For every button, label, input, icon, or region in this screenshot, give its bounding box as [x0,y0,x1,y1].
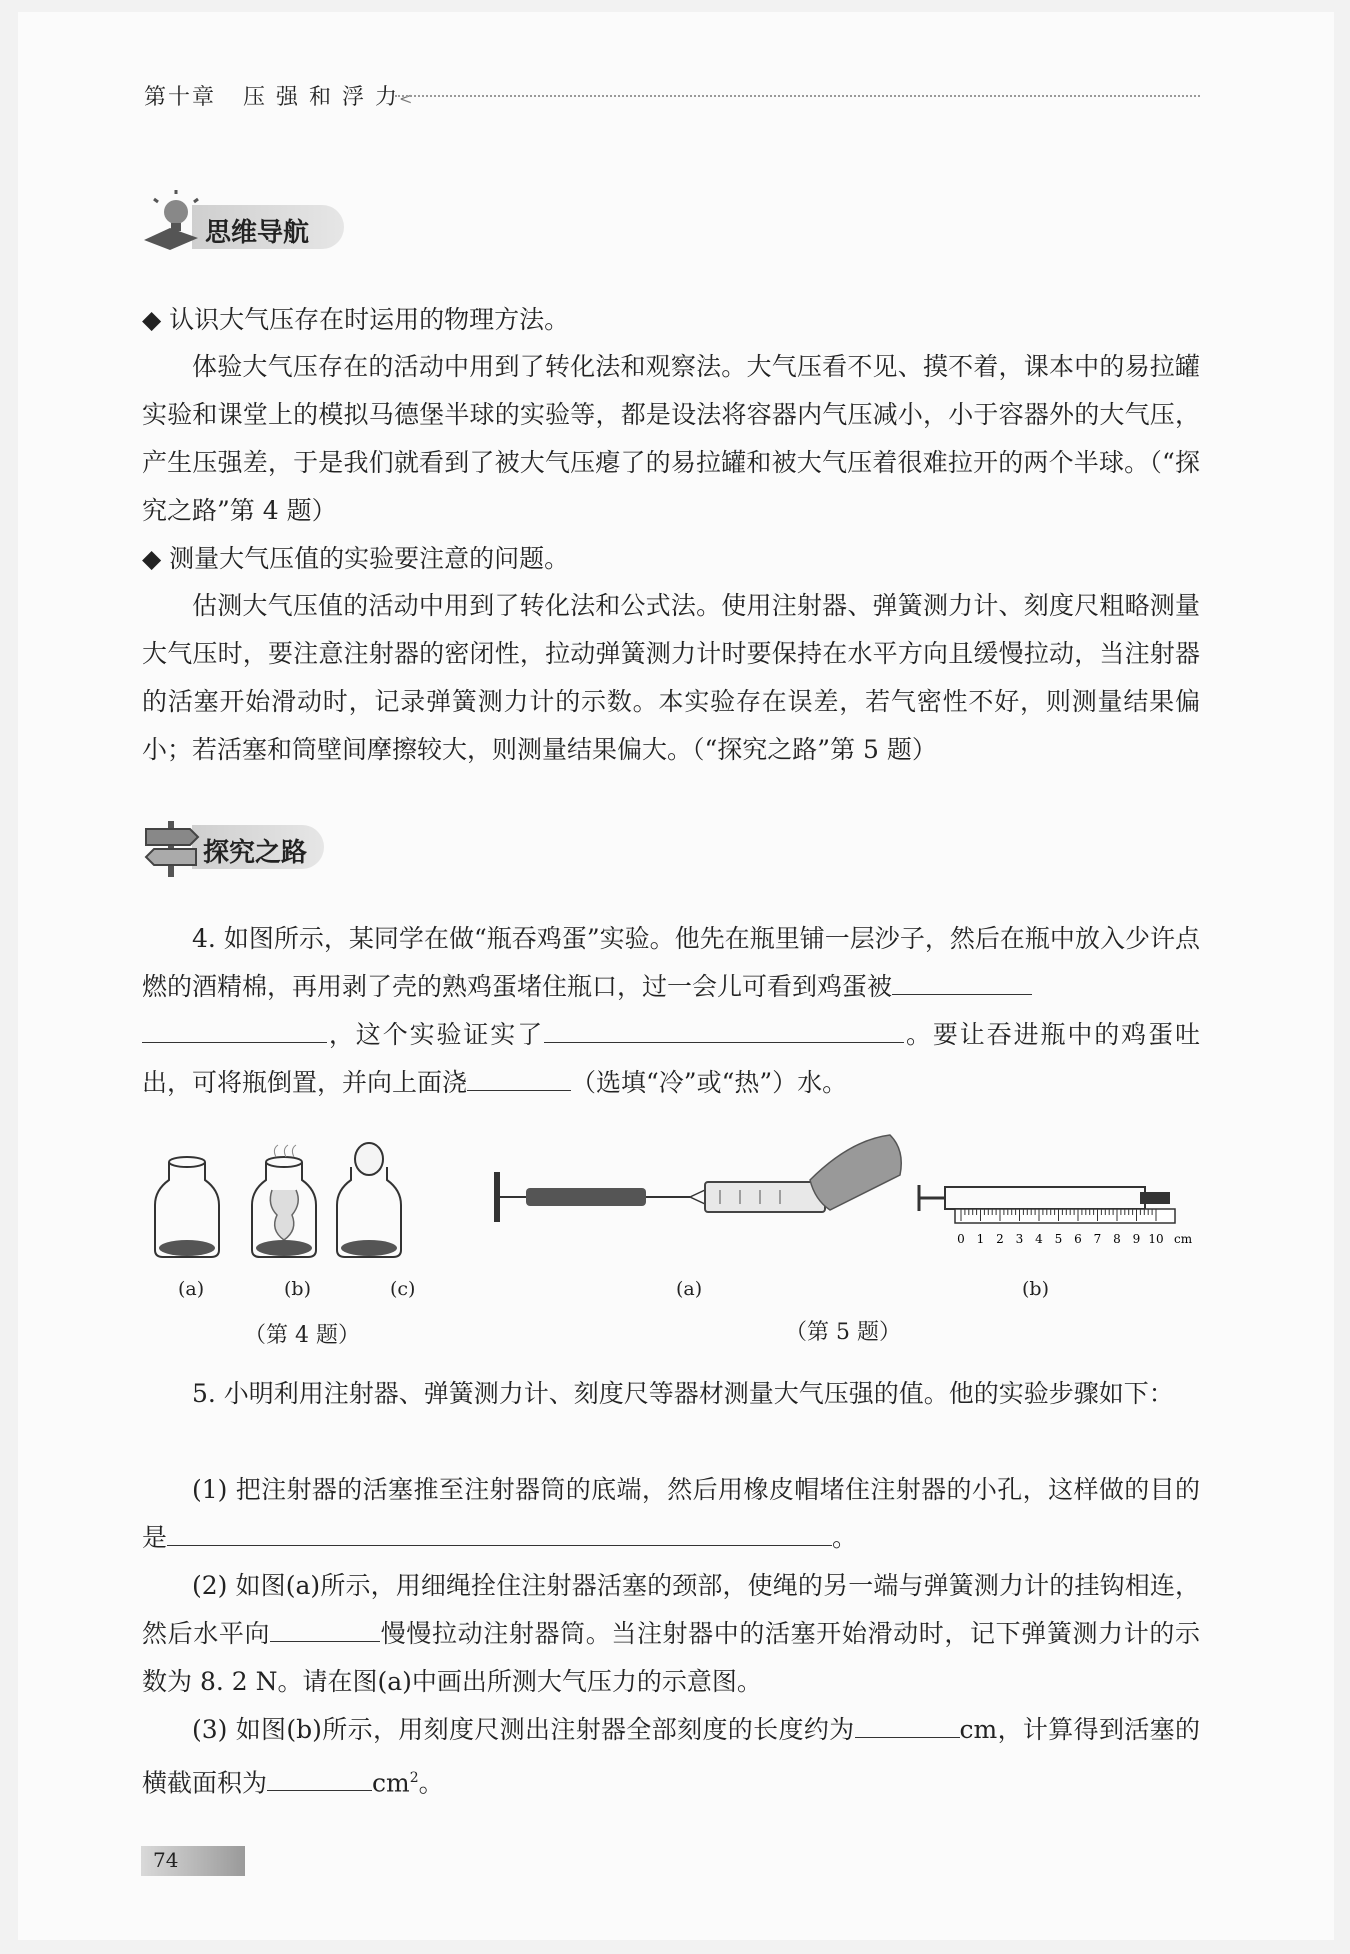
answer-blank-5-3b[interactable] [267,1760,372,1791]
question-4-text-3: 。要让吞进瓶中的鸡蛋吐出，可将瓶倒置，并向上面浇 [142,1020,1200,1097]
page-number: 74 [153,1848,179,1872]
step-3-text-1: (3) 如图(b)所示，用刻度尺测出注射器全部刻度的长度约为 [192,1715,855,1744]
caption-question-5: （第 5 题） [785,1320,901,1345]
figure-syringe-ruler [915,1175,1193,1260]
question-4-text-4: （选填“冷”或“热”）水。 [571,1068,848,1097]
step-3-unit-exponent: 2 [409,1770,419,1786]
question-4 [142,915,1200,1107]
ruler-tick-label: 4 [1035,1232,1043,1246]
answer-blank-4b[interactable] [544,1012,904,1043]
ruler-tick-label: 7 [1093,1232,1102,1246]
lightbulb-book-icon [140,190,204,254]
ruler-tick-label: 10 [1148,1232,1164,1246]
figure-label-5a: (a) [676,1278,703,1300]
page-number-tab [141,1846,245,1876]
answer-blank-5-2[interactable] [270,1611,380,1642]
figure-label-4a: (a) [178,1278,205,1300]
ruler-tick-label: 9 [1132,1232,1141,1246]
question-5-step-1 [142,1466,1200,1562]
ruler-tick-label: 0 [957,1232,965,1246]
ruler-tick-label: 2 [996,1232,1004,1246]
question-5-intro: 5. 小明利用注射器、弹簧测力计、刻度尺等器材测量大气压强的值。他的实验步骤如下： [192,1379,1174,1408]
step-3-text-2: cm，计算得到活塞的横截面积为 [142,1715,1200,1798]
answer-blank-5-3a[interactable] [855,1707,960,1738]
arrow-left-icon: < [398,89,415,108]
bullet-measure: ◆ 测量大气压值的实验要注意的问题。 [142,544,570,573]
question-5-step-2 [142,1562,1200,1706]
ruler-unit-label: cm [1174,1232,1193,1246]
ruler-tick-label: 1 [976,1232,985,1246]
step-1-end: 。 [832,1523,858,1552]
bottle-a [155,1157,219,1257]
header-divider [395,95,1200,97]
step-3-end: 。 [418,1768,444,1798]
chapter-number: 第十章 [144,85,217,110]
chapter-header [144,80,414,111]
question-4-text-1: 4. 如图所示，某同学在做“瓶吞鸡蛋”实验。他先在瓶里铺一层沙子，然后在瓶中放入少许点燃的酒精棉，再用剥了壳的熟鸡蛋堵住瓶口，过一会儿可看到鸡蛋被 [142,924,1200,1001]
section-title-thinking: 思维导航 [205,218,310,248]
figure-label-4b: (b) [284,1278,311,1300]
step-1-text: (1) 把注射器的活塞推至注射器筒的底端，然后用橡皮帽堵住注射器的小孔，这样做的目的是 [142,1475,1200,1552]
step-3-unit: cm [372,1768,410,1798]
answer-blank-4a-cont[interactable] [142,1012,327,1043]
answer-blank-4c[interactable] [467,1060,571,1091]
paragraph-observe: 体验大气压存在的活动中用到了转化法和观察法。大气压看不见、摸不着，课本中的易拉罐实验和课堂上的模拟马德堡半球的实验等，都是设法将容器内气压减小，小于容器外的大气压，产生压强差，于是我们就看到了被大气压瘪了的易拉罐和被大气压着很难拉开的两个半球。（“探究之路”第 4 题） [142,352,1200,525]
ruler-tick-label: 5 [1054,1232,1063,1246]
figure-label-4c: (c) [390,1278,416,1300]
question-4-text-2: ，这个实验证实了 [327,1020,545,1049]
ruler-tick-label: 3 [1015,1232,1024,1246]
ruler-tick-label: 8 [1113,1232,1121,1246]
figure-syringe-scale [490,1130,910,1240]
chapter-title: 压 强 和 浮 力 [243,85,399,110]
section-title-inquiry: 探究之路 [203,838,308,868]
paragraph-measure: 估测大气压值的活动中用到了转化法和公式法。使用注射器、弹簧测力计、刻度尺粗略测量大气压时，要注意注射器的密闭性，拉动弹簧测力计时要保持在水平方向且缓慢拉动，当注射器的活塞开始滑动时，记录弹簧测力计的示数。本实验存在误差，若气密性不好，则测量结果偏小；若活塞和筒壁间摩擦较大，则测量结果偏大。（“探究之路”第 5 题） [142,591,1200,764]
ruler-tick-label: 6 [1074,1232,1082,1246]
question-5-step-3 [142,1706,1200,1807]
ruler-tick-labels [957,1232,1193,1246]
figure-label-5b: (b) [1022,1278,1049,1300]
step-2-text-2: 慢慢拉动注射器筒。当注射器中的活塞开始滑动时，记下弹簧测力计的示数为 8. 2 N。请在图(a)中画出所测大气压力的示意图。 [142,1619,1200,1696]
answer-blank-4a[interactable] [892,964,1032,995]
bottle-b [252,1145,316,1257]
answer-blank-5-1[interactable] [167,1515,832,1546]
step-2-text-1: (2) 如图(a)所示，用细绳拴住注射器活塞的颈部，使绳的另一端与弹簧测力计的挂钩相连，然后水平向 [142,1571,1200,1648]
bullet-observe: ◆ 认识大气压存在时运用的物理方法。 [142,305,570,334]
caption-question-4: （第 4 题） [244,1323,360,1348]
signpost-icon [140,815,204,879]
bottle-c [337,1143,401,1257]
figure-egg-bottles [145,1145,435,1275]
